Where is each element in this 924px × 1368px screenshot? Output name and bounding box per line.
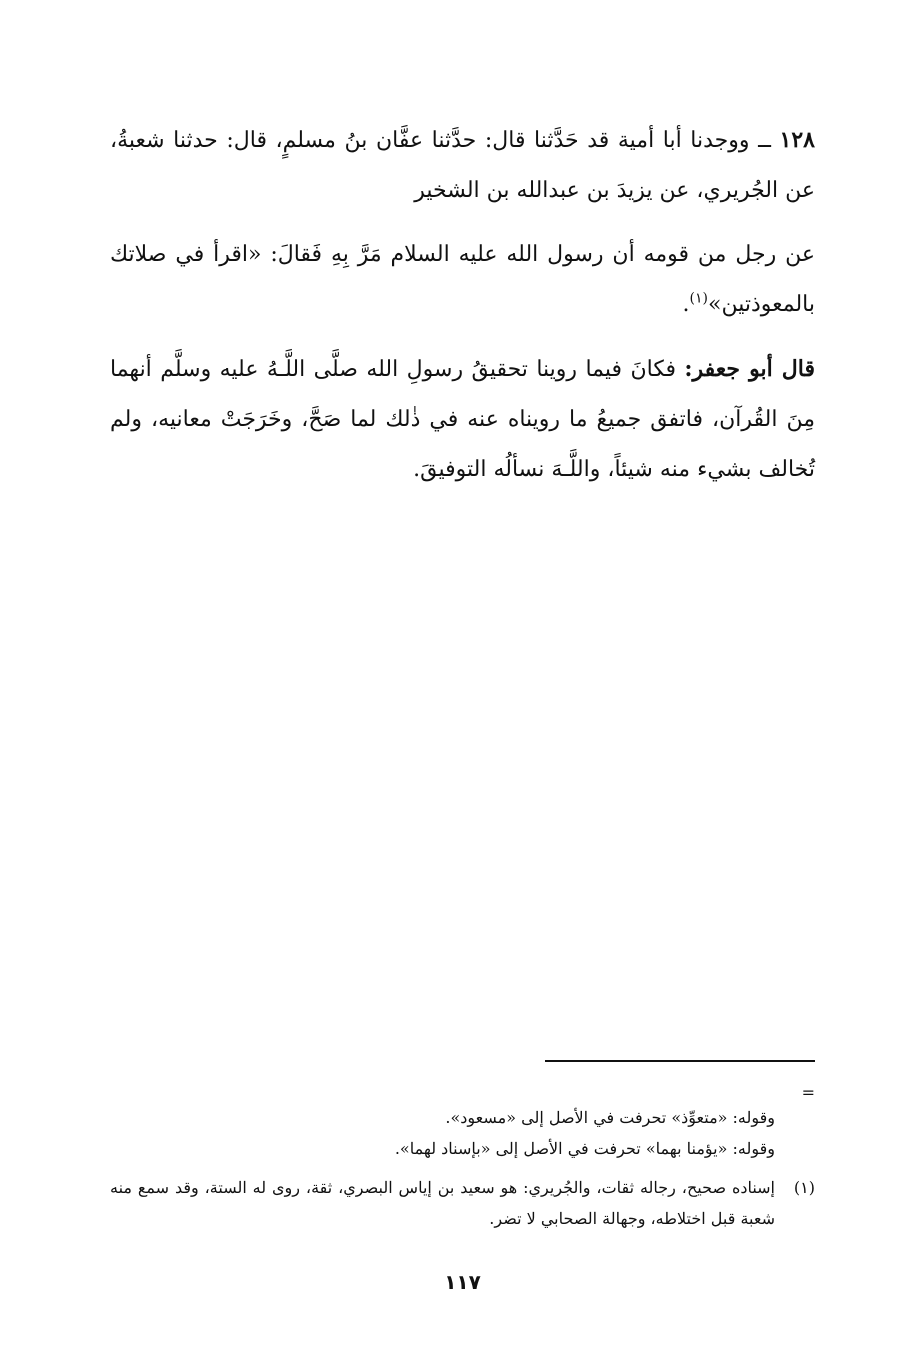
speaker-label: قال أبو جعفر:	[684, 356, 815, 382]
hadith-paragraph	[110, 115, 815, 216]
footnotes	[110, 1083, 815, 1234]
commentary-text: فكانَ فيما روينا تحقيقُ رسولِ الله صلَّى اللَّـهُ عليه وسلَّم أنهما مِنَ القُرآن، فاتفق جميعُ ما رويناه عنه في ذٰلك لما صَحَّ، وخَرَجَتْ معانيه، ولم تُخالف بشيء منه شيئاً، واللَّـهَ نسألُه التوفيقَ.	[110, 357, 815, 482]
continuation-marker: =	[801, 1083, 815, 1102]
footnote-line: وقوله: «متعوِّذ» تحرفت في الأصل إلى «مسعود».	[445, 1108, 775, 1127]
main-text	[110, 115, 815, 495]
footnote-continuation	[110, 1083, 815, 1164]
footnote-reference[interactable]: (١)	[689, 290, 708, 307]
footnote-text: إسناده صحيح، رجاله ثقات، والجُريري: هو سعيد بن إياس البصري، ثقة، روى له الستة، وقد سمع منه شعبة قبل اختلاطه، وجهالة الصحابي لا تضر.	[110, 1178, 775, 1228]
footnote-line: وقوله: «يؤمنا بهما» تحرفت في الأصل إلى «بإسناد لهما».	[394, 1139, 775, 1158]
commentary-paragraph	[110, 344, 815, 495]
hadith-text: ــ ووجدنا أبا أمية قد حَدَّثنا قال: حدَّثنا عفَّان بنُ مسلمٍ، قال: حدثنا شعبةُ، عن الجُريري، عن يزيدَ بن عبدالله بن الشخير	[110, 128, 815, 203]
footnote-divider	[545, 1060, 815, 1062]
hadith-number: ١٢٨	[779, 127, 815, 153]
hadith-matn: عن رجل من قومه أن رسول الله عليه السلام مَرَّ بِهِ فَقالَ: «اقرأ في صلاتك بالمعوذتين»	[110, 242, 815, 317]
page	[110, 115, 815, 1335]
page-number: ١١٧	[444, 1270, 481, 1294]
footnote-number: (١)	[793, 1178, 815, 1197]
hadith-text-paragraph	[110, 230, 815, 330]
sentence-end: .	[682, 292, 690, 317]
footnote-item	[110, 1172, 815, 1234]
